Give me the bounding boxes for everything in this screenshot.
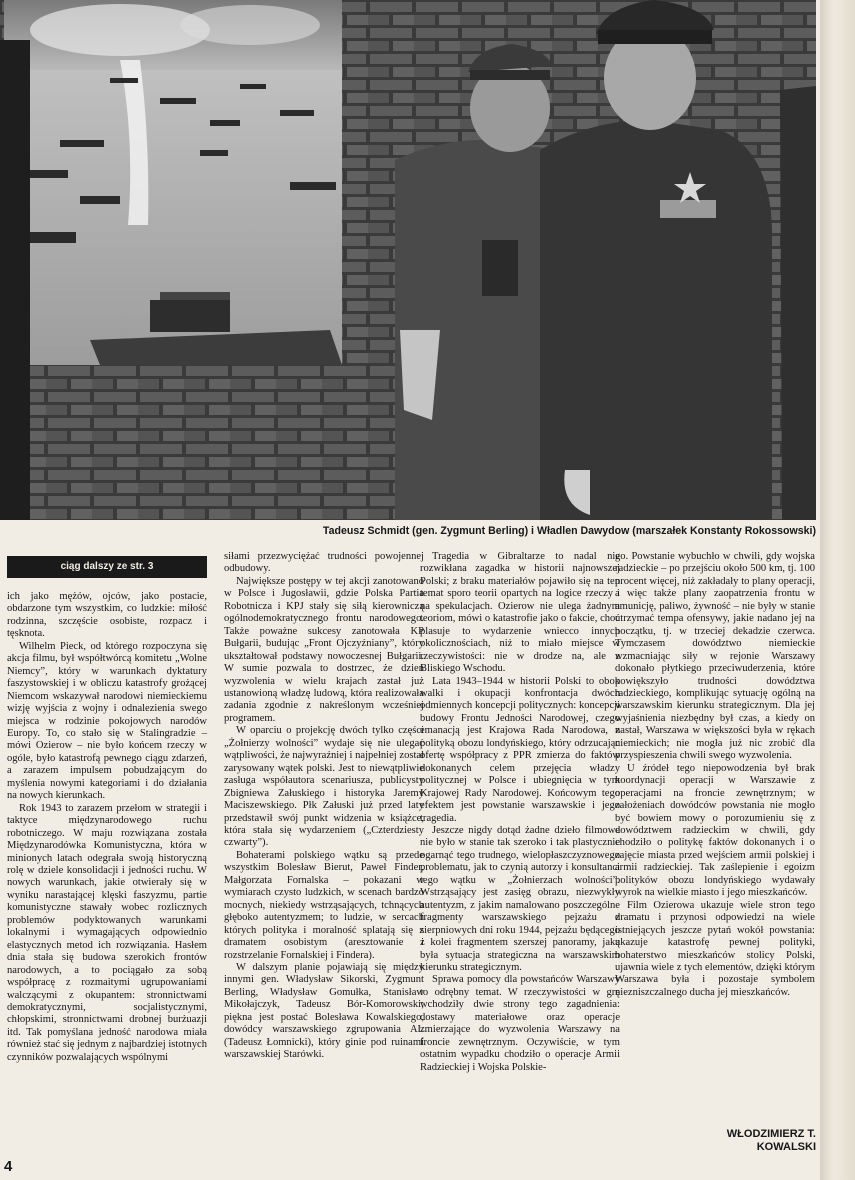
paragraph: Wilhelm Pieck, od którego rozpoczyna się akcja filmu, był współtwórcą komitetu „Wolne Niemcy”, który w warunkach dyktatury faszystowskiej i w obliczu katastrofy grożącej Niemcom wskazywał narodowi niemieckiemu wizję wyjścia z wojny i odnalezienia swego miejsca w rodzinie pokojowych narodów Europy. To, co stało się w Stalingradzie – mówi Ozierow – nie było końcem rzeczy w ogóle, było katastrofą pewnego ciągu zdarzeń, a zarazem impulsem pobudzającym do myślenia nowymi kategoriami i do działania na nowych kierunkach. — [7, 640, 207, 802]
paragraph: W oparciu o projekcję dwóch tylko części „Żołnierzy wolności” wydaje się nie ulegać wątpliwości, że najwyraźniej i najpełniej został zarysowany wątek polski. Jest to niewątpliwie zasługa współautora scenariusza, publicysty Zbigniewa Załuskiego i historyka Jaremy Maciszewskiego. Płk Załuski już przed laty przedstawił swój punkt widzenia w książce, która stała się wydarzeniem („Czterdziesty czwarty”). — [224, 725, 424, 849]
battle-painting — [4, 0, 342, 365]
paragraph: U źródeł tego niepowodzenia był brak koordynacji operacji w Warszawie z operacjami na froncie zewnętrznym; w założeniach dowódców powstania nie mogło być bowiem mowy o porozumieniu się z dowództwem radzieckim w chwili, gdy chodziło o politykę faktów dokonanych i o zajęcie miasta przed wejściem armii polskiej i armii radzieckiej. Tak zaślepienie i egoizm polityków obozu londyńskiego wydawały wyrok na wielkie miasto i jego mieszkańców. — [615, 762, 815, 899]
paragraph: Jeszcze nigdy dotąd żadne dzieło filmowe nie było w stanie tak szeroko i tak plastycznie ogarnąć tego trudnego, wielopłaszczyznowego problematu, jak to czynią autorzy i konsultanci tego wątku w „Żołnierzach wolności”. Wstrząsający jest zasięg obrazu, niezwykły autentyzm, z jakim namalowano poszczególne fragmenty warszawskiego pejzażu z sierpniowych dni roku 1944, pejzażu będącego z kolei fragmentem szerszej panoramy, jaką była sytuacja strategiczna na warszawskim kierunku strategicznym. — [420, 824, 620, 973]
paragraph: Film Ozierowa ukazuje wiele stron tego dramatu i przynosi odpowiedzi na wiele istniejących jeszcze pytań wokół powstania: ukazuje katastrofę pewnej polityki, bohaterstwo mieszkańców stolicy Polski, ujawnia wiele z tych elementów, dzięki którym Warszawa była i pozostaje symbolem niezniszczalnego ducha jej mieszkańców. — [615, 899, 815, 998]
paragraph: Tragedia w Gibraltarze to nadal nie rozwikłana zagadka w historii najnowszej Polski; z braku materiałów pojawiło się na ten temat sporo teorii opartych na logice rzeczy i na spekulacjach. Ozierow nie ulega żadnym teoriom, mówi o katastrofie jako o fakcie, choć plasuje to wydarzenie wniecco innych okolicznościach, niż to miało miejsce w rzeczywistości: nie w drodze na, ale z Bliskiego Wschodu. — [420, 551, 620, 675]
paragraph: ich jako mężów, ojców, jako postacie, obdarzone tym wszystkim, co ludzkie: miłość rodzinna, szczęście osobiste, rozpacz i tęsknota. — [7, 591, 207, 640]
photo-caption: Tadeusz Schmidt (gen. Zygmunt Berling) i Władlen Dawydow (marszałek Konstanty Rokossowski) — [322, 525, 816, 537]
text-column-1 — [7, 591, 207, 1064]
continued-banner: ciąg dalszy ze str. 3 — [7, 556, 207, 578]
page-edge — [820, 0, 855, 1180]
paragraph: siłami przezwyciężać trudności powojennej odbudowy. — [224, 551, 424, 575]
paragraph: Sprawa pomocy dla powstańców Warszawy to odrębny temat. W rzeczywistości w grę wchodziły dwie strony tego zagadnienia: dostawy materiałowe oraz operacje zmierzające do wyzwolenia Warszawy na froncie zewnętrznym. Oczywiście, w tym ostatnim wypadku chodziło o operacje Armii Radzieckiej i Wojska Polskie- — [420, 974, 620, 1073]
paragraph: Lata 1943–1944 w historii Polski to obok walki i okupacji konfrontacja dwóch odmiennych koncepcji politycznych: koncepcji budowy Frontu Jedności Narodowej, czego emanacją jest Krajowa Rada Narodowa, z polityką obozu londyńskiego, który odrzucając ofertę współpracy z PPR zmierza do faktów dokonanych celem przejęcia władzy politycznej w Polsce i ubiegnięcia w tym Krajowej Rady Narodowej. Końcowym tego efektem jest powstanie warszawskie i jego tragedia. — [420, 675, 620, 824]
author-first-line: WŁODZIMIERZ T. — [726, 1128, 816, 1140]
author-byline — [660, 1128, 816, 1154]
paragraph: go. Powstanie wybuchło w chwili, gdy wojska radzieckie – po przejściu około 500 km, tj. 100 procent więcej, niż zakładały to plany operacji, a więc także plany zaopatrzenia frontu w amunicję, paliwo, żywność – nie były w stanie utrzymać tempa ofensywy, jakie nadano jej na początku, tj. w trzeciej dekadzie czerwca. Tymczasem dowództwo niemieckie wzmacniając siły w rejonie Warszawy dokonało płytkiego przeciwuderzenia, które powiększyło trudności dowództwa radzieckiego, komplikując sytuację ogólną na warszawskim kierunku strategicznym. Dla jej wyjaśnienia niezbędny był czas, a kiedy on nastał, Warszawa w większości była w rękach niemieckich; nie mogła już nic zrobić dla przyspieszenia chwili swego wyzwolenia. — [615, 551, 815, 762]
paragraph: Rok 1943 to zarazem przełom w strategii i taktyce międzynarodowego ruchu robotniczego. W maju rozwiązana została Międzynarodówka Komunistyczna, która w minionych latach odegrała swoją historyczną rolę w dziele konsolidacji i jedności ruchu. W nowych warunkach, jakie otwierały się w wyniku narastającej klęski faszyzmu, partie komunistyczne stawały wobec rozlicznych problemów podyktowanych warunkami lokalnymi i wymagających odpowiednio elastycznych metod ich rozwiązania. Hasłem dnia stała się budowa szerokich frontów narodowych, a to pociągało za sobą współpracę z rozmaitymi ugrupowaniami walczącymi z okupantem: stronnictwami demokratycznymi, socjalistycznymi, chłopskimi, stronnictwami drobnej burżuazji itd. Tak pomyślana jedność narodowa miała również stać się jednym z najbardziej istotnych czynników pozwalających wspólnymi — [7, 802, 207, 1063]
text-column-4 — [615, 551, 815, 999]
paragraph: Największe postępy w tej akcji zanotowano w Polsce i Jugosławii, gdzie Polska Partia Robotnicza i KPJ stały się siłą kierowniczą ogólnodemokratycznego frontu narodowego. Także poważne sukcesy zanotowała KP Bułgarii, budując „Front Ojczyźniany”, który ukształtował podstawy nowoczesnej Bułgarii. W sumie pozwala to dostrzec, że dzień wyzwolenia w wielu krajach zastał już ustanowioną władzę ludową, która realizowała zadania zgodnie z nakreślonym wcześniej programem. — [224, 575, 424, 724]
page-number: 4 — [4, 1158, 13, 1175]
text-column-3 — [420, 551, 620, 1074]
author-last-line: KOWALSKI — [756, 1141, 816, 1153]
article-photo — [0, 0, 816, 520]
photo-film-still — [0, 0, 816, 520]
paragraph: W dalszym planie pojawiają się między innymi gen. Władysław Sikorski, Zygmunt Berling, Władysław Gomułka, Stanisław Mikołajczyk, Tadeusz Bór-Komorowski; piękna jest postać Bolesława Kowalskiego, dowódcy warszawskiego zgrupowania AL (Tadeusz Łomnicki), który ginie pod ruinami warszawskiej Starówki. — [224, 961, 424, 1061]
text-column-2 — [224, 551, 424, 1062]
paragraph: Bohaterami polskiego wątku są przede wszystkim Bolesław Bierut, Paweł Finder, Małgorzata Fornalska – pokazani w wymiarach czysto ludzkich, w scenach bardzo mocnych, niekiedy wstrząsających, tchnących głęboko autentyzmem; to ludzie, w sercach których polityka i moralność splatają się z dramatem osobistym (aresztowanie i rozstrzelanie Fornalskiej i Findera). — [224, 849, 424, 961]
